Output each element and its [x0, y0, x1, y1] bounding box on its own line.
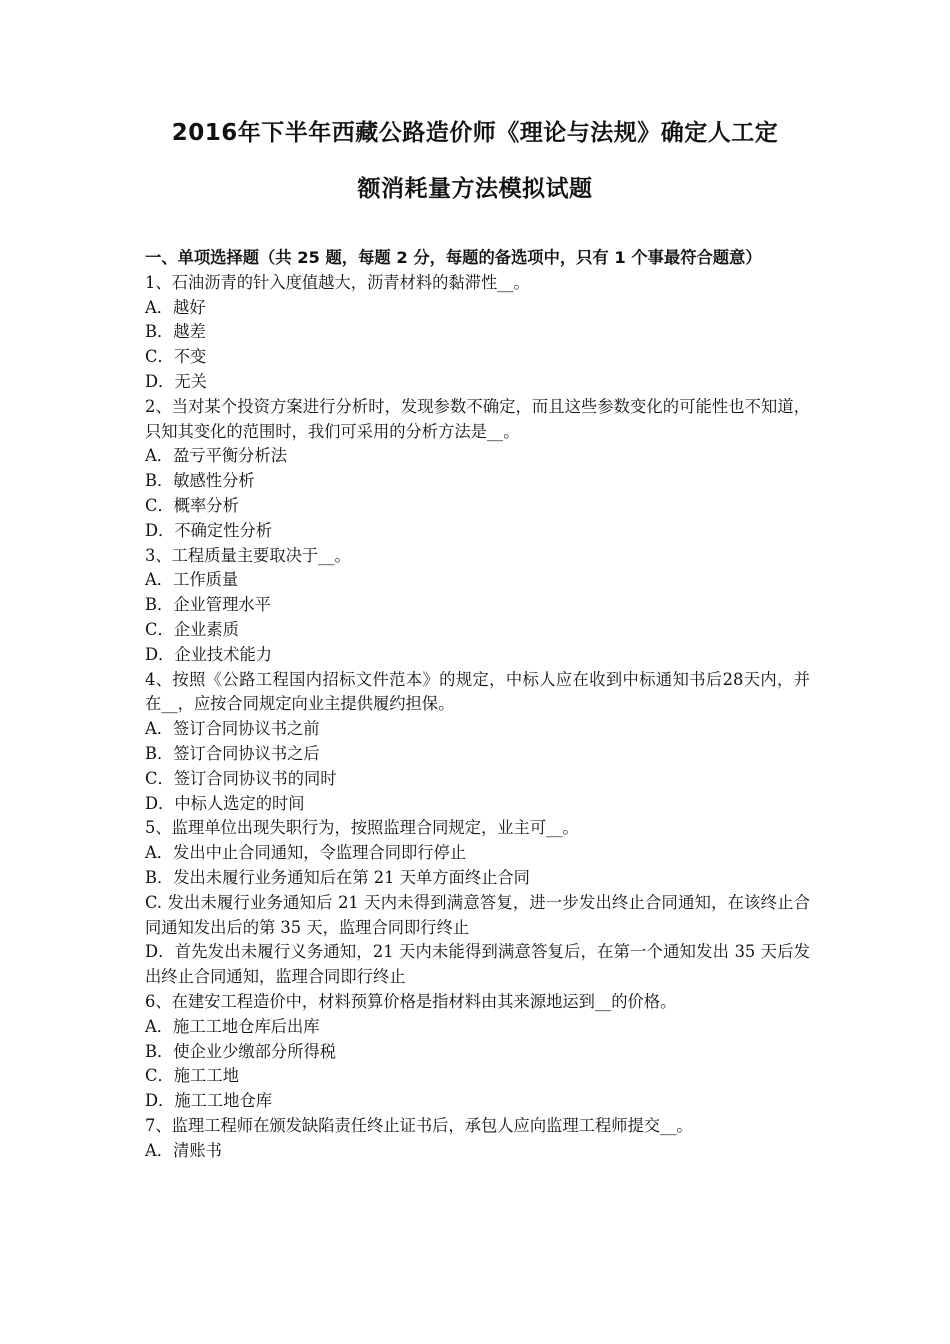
option-a: A．工作质量: [145, 570, 239, 590]
option-d: D．无关: [145, 371, 207, 391]
option-d: D．施工工地仓库: [145, 1091, 273, 1111]
question-6: [145, 990, 810, 1114]
option-b: B．企业管理水平: [145, 595, 271, 615]
option-a: A．签订合同协议书之前: [145, 719, 320, 739]
question-5: [145, 816, 810, 990]
option-b: B．越差: [145, 322, 206, 342]
option-b: B．签订合同协议书之后: [145, 743, 320, 763]
question-1: [145, 271, 810, 395]
option-c: C．不变: [145, 347, 207, 367]
document-body: [145, 246, 810, 1163]
option-d: D．首先发出未履行义务通知，21 天内未能得到满意答复后，在第一个通知发出 35 天后发出终止合同通知，监理合同即行终止: [145, 942, 810, 987]
question-stem: 2、当对某个投资方案进行分析时，发现参数不确定，而且这些参数变化的可能性也不知道，只知其变化的范围时，我们可采用的分析方法是__。: [145, 396, 810, 441]
option-b: B．使企业少缴部分所得税: [145, 1041, 337, 1061]
question-3: [145, 544, 810, 668]
option-a: A．清账书: [145, 1140, 222, 1160]
option-a: A．施工工地仓库后出库: [145, 1016, 320, 1036]
option-d: D．不确定性分析: [145, 520, 273, 540]
option-b: B．发出未履行业务通知后在第 21 天单方面终止合同: [145, 867, 530, 887]
question-stem: 6、在建安工程造价中，材料预算价格是指材料由其来源地运到__的价格。: [145, 991, 677, 1011]
question-2: [145, 395, 810, 544]
option-c: C．企业素质: [145, 619, 239, 639]
option-c: C．概率分析: [145, 495, 239, 515]
document-title-line-1: 2016年下半年西藏公路造价师《理论与法规》确定人工定: [171, 120, 779, 146]
option-c: C．签订合同协议书的同时: [145, 768, 337, 788]
option-b: B．敏感性分析: [145, 471, 255, 491]
question-stem: 4、按照《公路工程国内招标文件范本》的规定，中标人应在收到中标通知书后28天内，并在__，应按合同规定向业主提供履约担保。: [145, 669, 810, 714]
option-d: D．企业技术能力: [145, 644, 273, 664]
option-d: D．中标人选定的时间: [145, 793, 305, 813]
option-c: C．施工工地: [145, 1066, 239, 1086]
question-4: [145, 668, 810, 817]
question-stem: 7、监理工程师在颁发缺陷责任终止证书后，承包人应向监理工程师提交__。: [145, 1115, 693, 1135]
option-a: A．发出中止合同通知，令监理合同即行停止: [145, 843, 467, 863]
document-title-line-2: 额消耗量方法模拟试题: [357, 176, 593, 202]
question-stem: 3、工程质量主要取决于__。: [145, 545, 351, 565]
option-c: C. 发出未履行业务通知后 21 天内未得到满意答复，进一步发出终止合同通知，在该终止合同通知发出后的第 35 天，监理合同即行终止: [145, 892, 810, 937]
option-a: A．越好: [145, 297, 206, 317]
question-7: [145, 1114, 810, 1164]
option-a: A．盈亏平衡分析法: [145, 446, 288, 466]
section-heading: 一、单项选择题（共 25 题，每题 2 分，每题的备选项中，只有 1 个事最符合题意）: [145, 248, 762, 267]
question-stem: 5、监理单位出现失职行为，按照监理合同规定，业主可__。: [145, 818, 579, 838]
question-stem: 1、石油沥青的针入度值越大，沥青材料的黏滞性__。: [145, 272, 530, 292]
